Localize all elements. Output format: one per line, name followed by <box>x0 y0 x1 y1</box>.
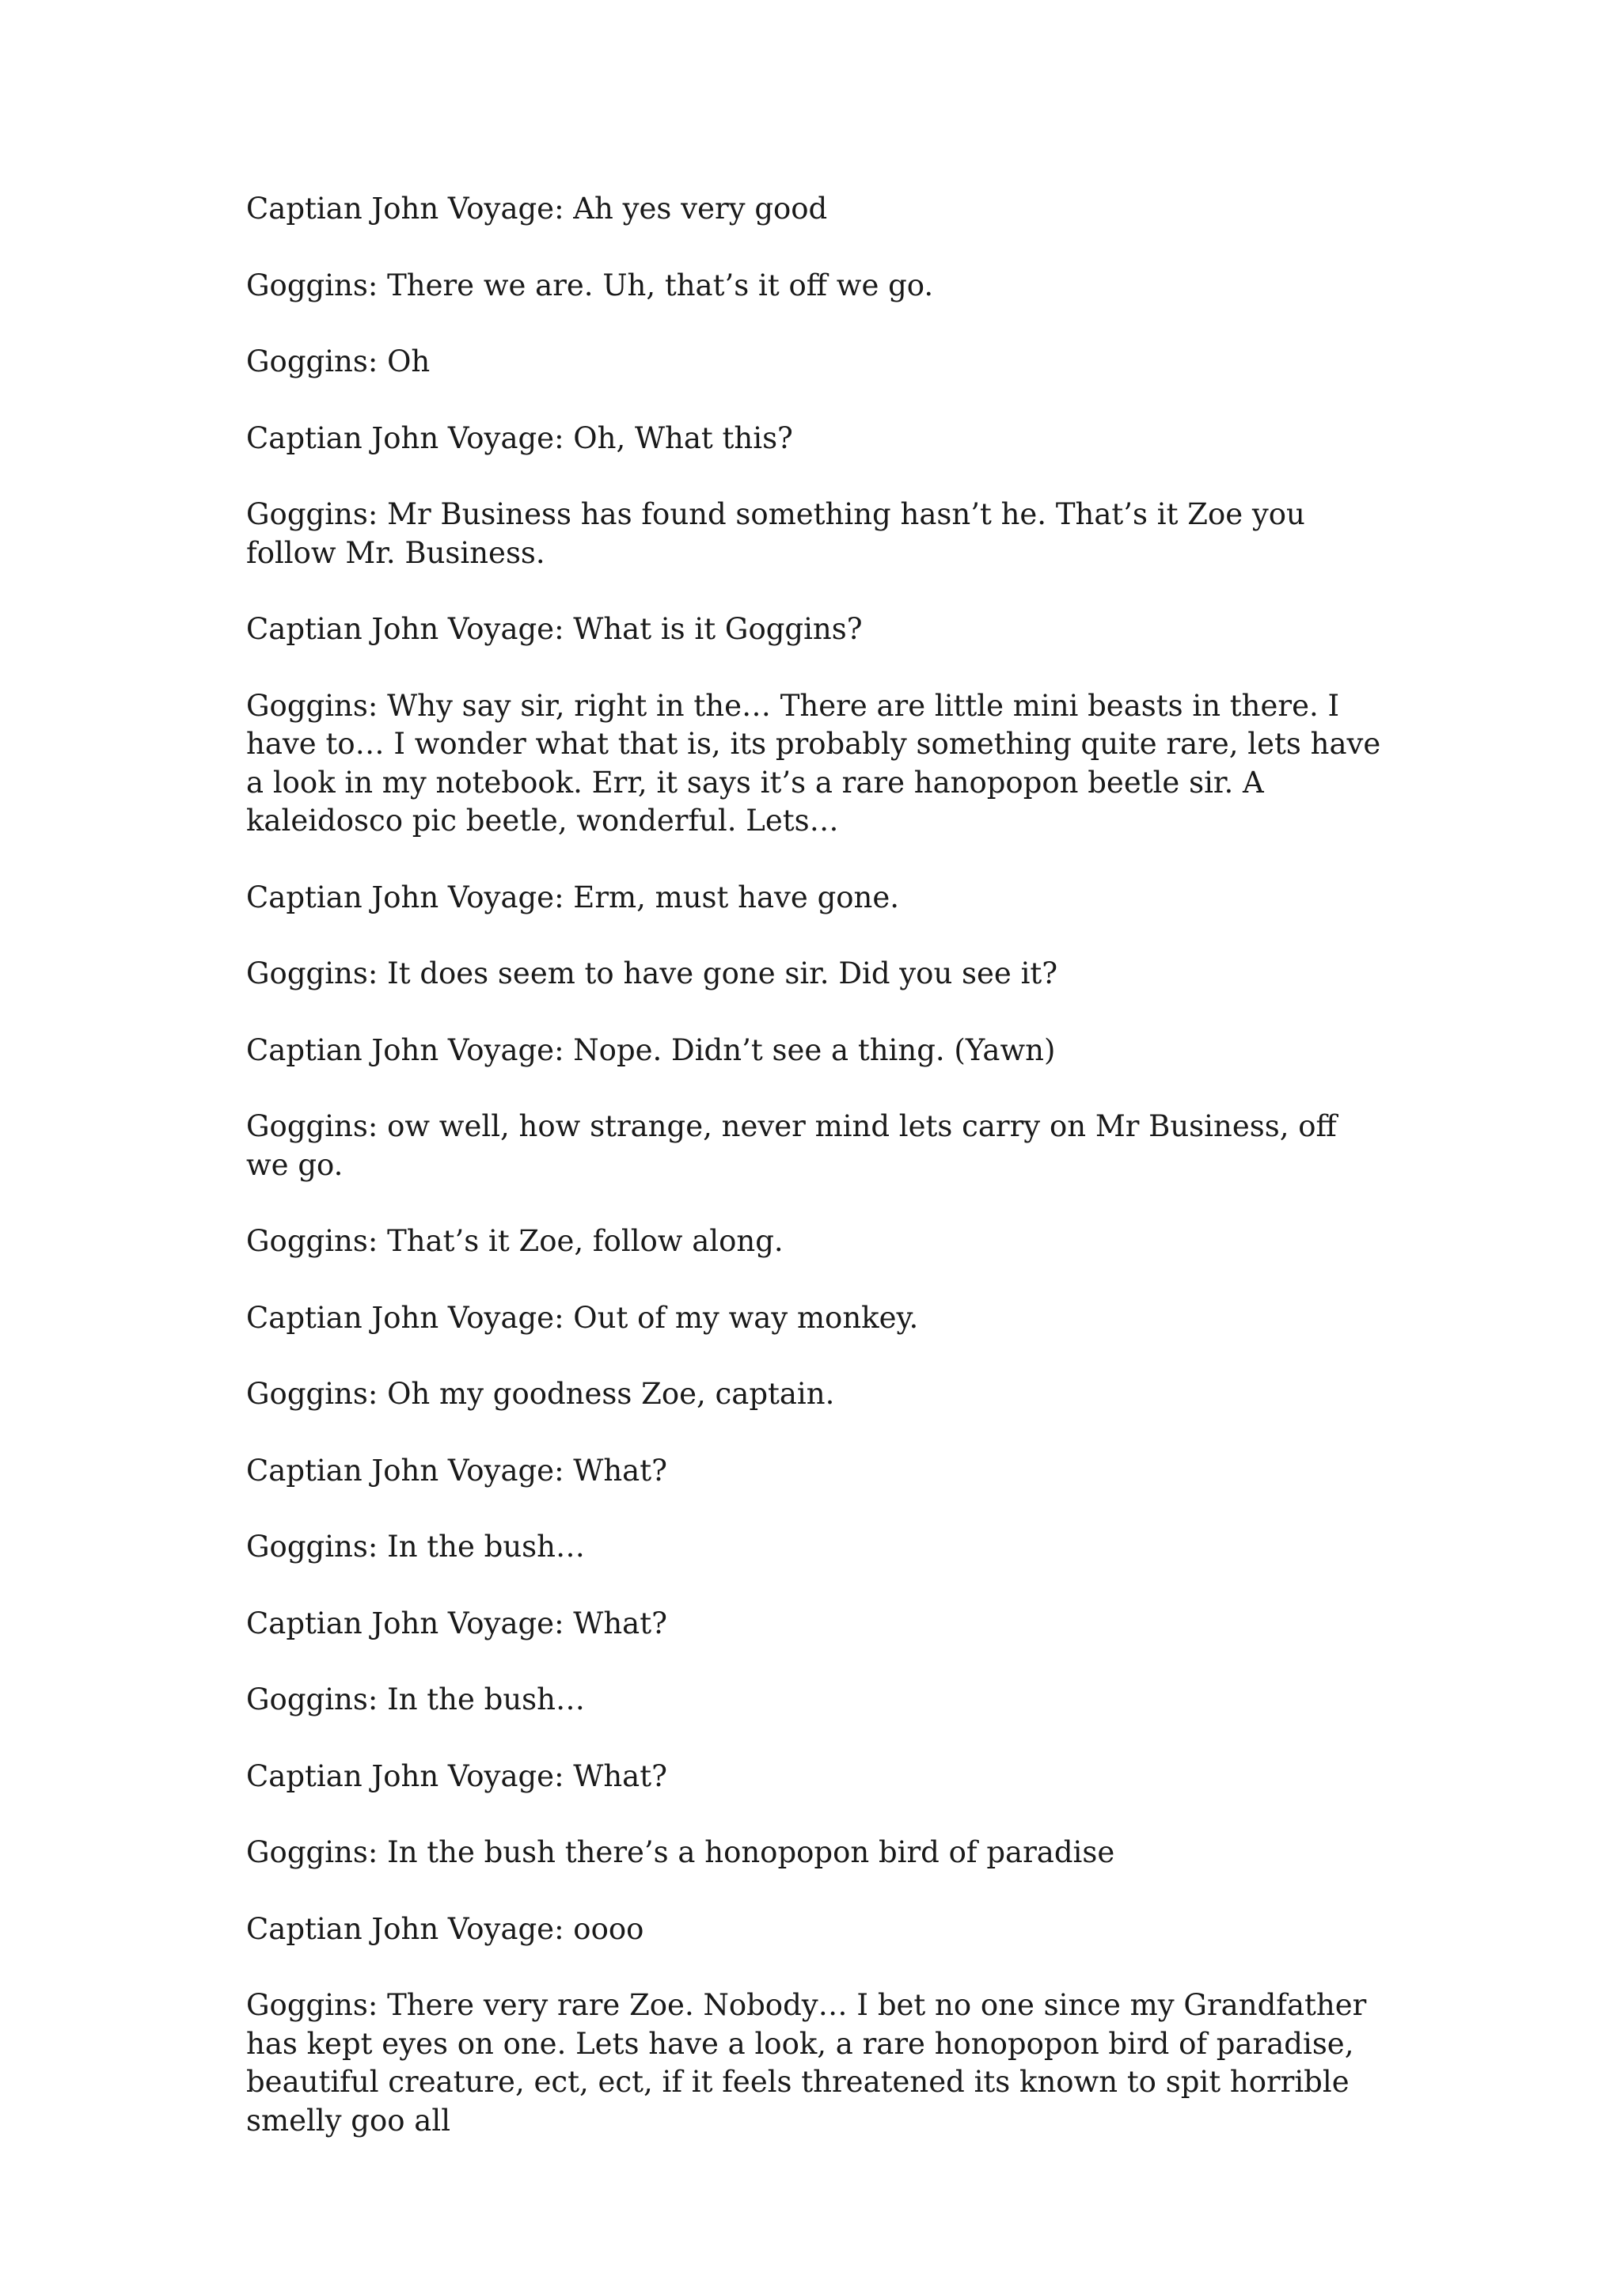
transcript-line: Captian John Voyage: What? <box>246 1606 667 1640</box>
transcript-line: Goggins: It does seem to have gone sir. Did you see it? <box>246 956 1058 990</box>
transcript-line: Goggins: In the bush there’s a honopopon bird of paradise <box>246 1835 1115 1869</box>
transcript-line: Goggins: ow well, how strange, never mind lets carry on Mr Business, off we go. <box>246 1109 1337 1182</box>
transcript-body <box>246 190 1386 2140</box>
transcript-line: Goggins: Why say sir, right in the… There are little mini beasts in there. I have to… I wonder what that is, its probably something quite rare, lets have a look in my notebook. Err, it says it’s a rare hanopopon beetle sir. A kaleidosco pic beetle, wonderful. Lets… <box>246 688 1381 838</box>
transcript-line: Goggins: Oh <box>246 344 431 378</box>
transcript-line: Captian John Voyage: What? <box>246 1453 667 1488</box>
transcript-line: Goggins: In the bush… <box>246 1682 585 1716</box>
transcript-line: Goggins: Oh my goodness Zoe, captain. <box>246 1377 835 1411</box>
transcript-line: Captian John Voyage: Oh, What this? <box>246 420 793 455</box>
transcript-line: Captian John Voyage: Ah yes very good <box>246 192 828 226</box>
transcript-line: Captian John Voyage: What? <box>246 1758 667 1793</box>
transcript-line: Goggins: Mr Business has found something hasn’t he. That’s it Zoe you follow Mr. Business. <box>246 497 1305 570</box>
transcript-line: Captian John Voyage: What is it Goggins? <box>246 612 863 646</box>
transcript-line: Captian John Voyage: Erm, must have gone. <box>246 880 900 914</box>
transcript-line: Goggins: There we are. Uh, that’s it off we go. <box>246 268 934 302</box>
transcript-line: Goggins: In the bush… <box>246 1530 585 1564</box>
transcript-line: Captian John Voyage: Nope. Didn’t see a thing. (Yawn) <box>246 1032 1056 1067</box>
transcript-line: Goggins: That’s it Zoe, follow along. <box>246 1224 784 1258</box>
transcript-line: Captian John Voyage: oooo <box>246 1911 644 1946</box>
transcript-line: Captian John Voyage: Out of my way monkey. <box>246 1300 919 1335</box>
transcript-line: Goggins: There very rare Zoe. Nobody… I bet no one since my Grandfather has kept eyes on one. Lets have a look, a rare honopopon bird of paradise, beautiful creature, ect, ect, if it feels threatened its known to spit horrible smelly goo all <box>246 1988 1367 2138</box>
